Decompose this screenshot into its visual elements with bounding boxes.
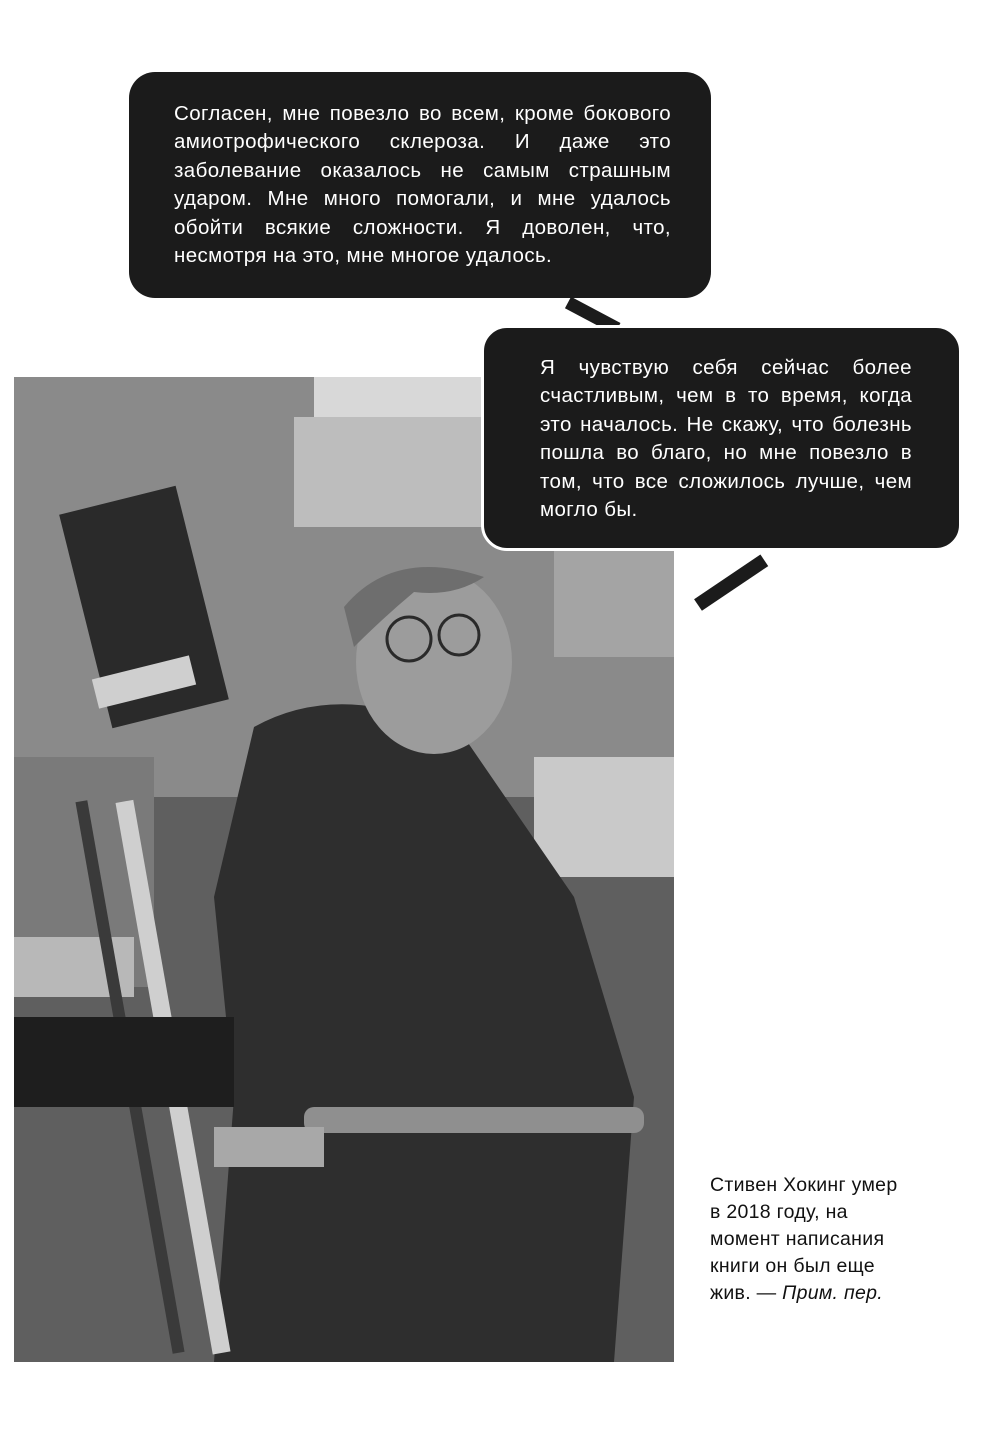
speech-bubble-2-tail [694, 554, 768, 610]
speech-bubble-2 [481, 325, 962, 551]
speech-bubble-1 [129, 72, 711, 298]
speech-bubble-1-text: Согласен, мне повезло во всем, кроме бокового амиотрофического склероза. И даже это заболевание оказалось не самым страшным ударом. Мне много помогали, и мне удалось обойти всякие сложности. Я доволен, что, несмотря на это, мне многое удалось. [174, 102, 671, 268]
speech-bubble-2-text: Я чувствую себя сейчас более счастливым, чем в то время, когда это началось. Не скажу, что болезнь пошла во благо, но мне повезло в том, что все сложилось лучше, чем могло бы. [540, 356, 912, 522]
caption-note: Прим. пер. [782, 1282, 884, 1304]
caption-text: Стивен Хокинг умер в 2018 году, на момент написания книги он был еще жив. — [710, 1174, 898, 1304]
photo-caption [710, 1172, 900, 1307]
